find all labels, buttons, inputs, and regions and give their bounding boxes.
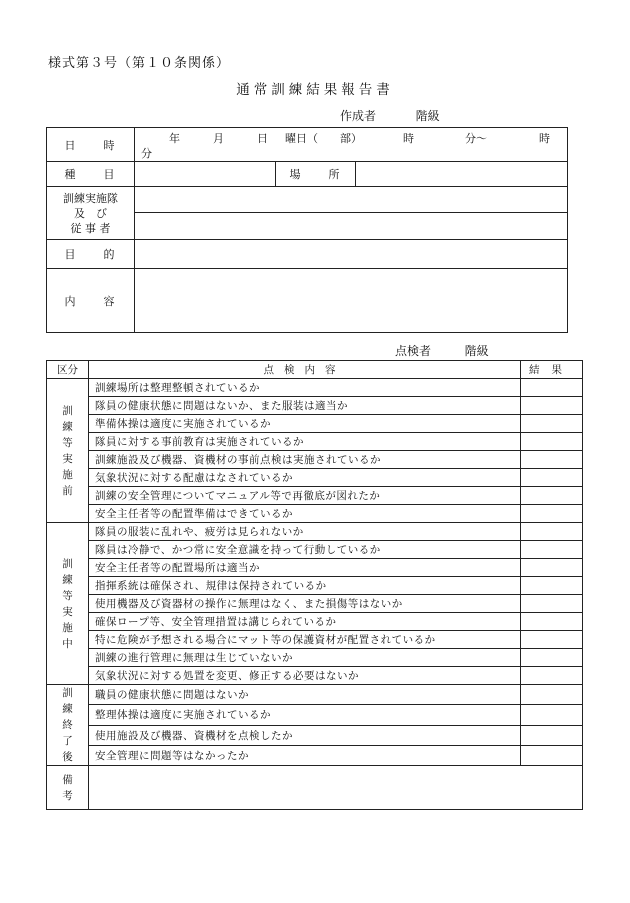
purpose-label: 目 的 [47,240,135,269]
unit-shift: 部） [340,132,362,145]
category-label: 訓練終了後 [62,687,73,763]
type-field[interactable] [135,162,276,187]
check-row [47,559,583,577]
remarks-row [47,766,583,810]
result-cell[interactable] [521,469,583,487]
document-title: 通常訓練結果報告書 [236,82,394,98]
check-row [47,631,583,649]
result-cell[interactable] [521,505,583,523]
check-row [47,397,583,415]
check-item: 確保ロープ等、安全管理措置は講じられているか [89,613,521,631]
result-cell[interactable] [521,649,583,667]
creator-label: 作成者 [340,109,377,123]
category-label: 訓練等実施中 [62,557,73,650]
creator-line [340,107,440,124]
unit-weekday: 曜日（ [285,132,318,145]
type-label: 種 目 [47,162,135,187]
datetime-label: 日 時 [47,128,135,162]
category-cell [47,523,89,685]
check-row [47,433,583,451]
unit-hour-end: 時 [539,132,550,145]
check-item: 気象状況に対する処置を変更、修正する必要はないか [89,667,521,685]
remarks-label-cell [47,766,89,810]
result-cell[interactable] [521,631,583,649]
check-row [47,505,583,523]
form-number: 様式第３号（第１０条関係） [48,56,231,71]
check-row [47,379,583,397]
check-row [47,685,583,705]
result-cell[interactable] [521,667,583,685]
result-cell[interactable] [521,685,583,705]
result-cell[interactable] [521,379,583,397]
check-item: 訓練の進行管理に無理は生じていないか [89,649,521,667]
check-row [47,667,583,685]
check-item: 使用施設及び機器、資機材を点検したか [89,725,521,745]
unit-field-2[interactable] [135,213,568,240]
inspector-rank-label: 階級 [464,344,489,358]
result-cell[interactable] [521,451,583,469]
check-item: 隊員に対する事前教育は実施されているか [89,433,521,451]
result-cell[interactable] [521,541,583,559]
check-item: 訓練の安全管理についてマニュアル等で再徹底が図れたか [89,487,521,505]
unit-year: 年 [169,132,180,145]
check-item: 隊員の健康状態に問題はないか、また服装は適当か [89,397,521,415]
check-row [47,469,583,487]
unit-label-line1: 訓練実施隊 [63,191,118,205]
unit-hour: 時 [403,132,414,145]
result-cell[interactable] [521,487,583,505]
result-cell[interactable] [521,577,583,595]
check-row [47,745,583,765]
unit-field-1[interactable] [135,187,568,213]
purpose-field[interactable] [135,240,568,269]
unit-day: 日 [257,132,268,145]
check-row [47,613,583,631]
content-label: 内 容 [47,269,135,333]
check-row [47,541,583,559]
check-row [47,595,583,613]
check-item: 指揮系統は確保され、規律は保持されているか [89,577,521,595]
check-row [47,705,583,725]
info-table [46,127,568,333]
unit-minute-to: 分～ [465,132,487,145]
result-cell[interactable] [521,613,583,631]
col-result-header: 結果 [521,361,583,379]
check-item: 職員の健康状態に問題はないか [89,685,521,705]
check-item: 整理体操は適度に実施されているか [89,705,521,725]
place-field[interactable] [356,162,568,187]
check-item: 訓練施設及び機器、資機材の事前点検は実施されているか [89,451,521,469]
inspector-label: 点検者 [395,344,432,358]
check-item: 準備体操は適度に実施されているか [89,415,521,433]
result-cell[interactable] [521,595,583,613]
remarks-field[interactable] [89,766,583,810]
unit-label-line3: 従 事 者 [70,221,111,235]
result-cell[interactable] [521,433,583,451]
check-table [46,360,583,810]
check-row [47,577,583,595]
category-label: 訓練等実施前 [62,404,73,497]
check-item: 安全主任者等の配置場所は適当か [89,559,521,577]
category-cell [47,379,89,523]
check-row [47,649,583,667]
check-item: 安全管理に問題等はなかったか [89,745,521,765]
remarks-label: 備考 [62,773,73,802]
check-row [47,415,583,433]
result-cell[interactable] [521,415,583,433]
check-table-header [47,361,583,379]
unit-minute-end: 分 [141,147,152,160]
check-item: 使用機器及び資器材の操作に無理はなく、また損傷等はないか [89,595,521,613]
inspector-line [395,342,489,359]
content-field[interactable] [135,269,568,333]
result-cell[interactable] [521,397,583,415]
datetime-field[interactable] [135,128,568,162]
place-label: 場 所 [276,162,356,187]
check-item: 気象状況に対する配慮はなされているか [89,469,521,487]
result-cell[interactable] [521,559,583,577]
category-cell [47,685,89,766]
result-cell[interactable] [521,745,583,765]
check-item: 安全主任者等の配置準備はできているか [89,505,521,523]
creator-rank-label: 階級 [415,109,440,123]
col-category-header: 区分 [47,361,89,379]
unit-label-line2: 及 び [74,206,107,220]
check-row [47,523,583,541]
check-item: 訓練場所は整理整頓されているか [89,379,521,397]
check-item: 特に危険が予想される場合にマット等の保護資材が配置されているか [89,631,521,649]
result-cell[interactable] [521,523,583,541]
unit-month: 月 [213,132,224,145]
unit-label [47,187,135,240]
col-items-header: 点検内容 [89,361,521,379]
check-row [47,487,583,505]
check-item: 隊員は冷静で、かつ常に安全意識を持って行動しているか [89,541,521,559]
result-cell[interactable] [521,725,583,745]
result-cell[interactable] [521,705,583,725]
check-row [47,451,583,469]
check-row [47,725,583,745]
check-item: 隊員の服装に乱れや、疲労は見られないか [89,523,521,541]
